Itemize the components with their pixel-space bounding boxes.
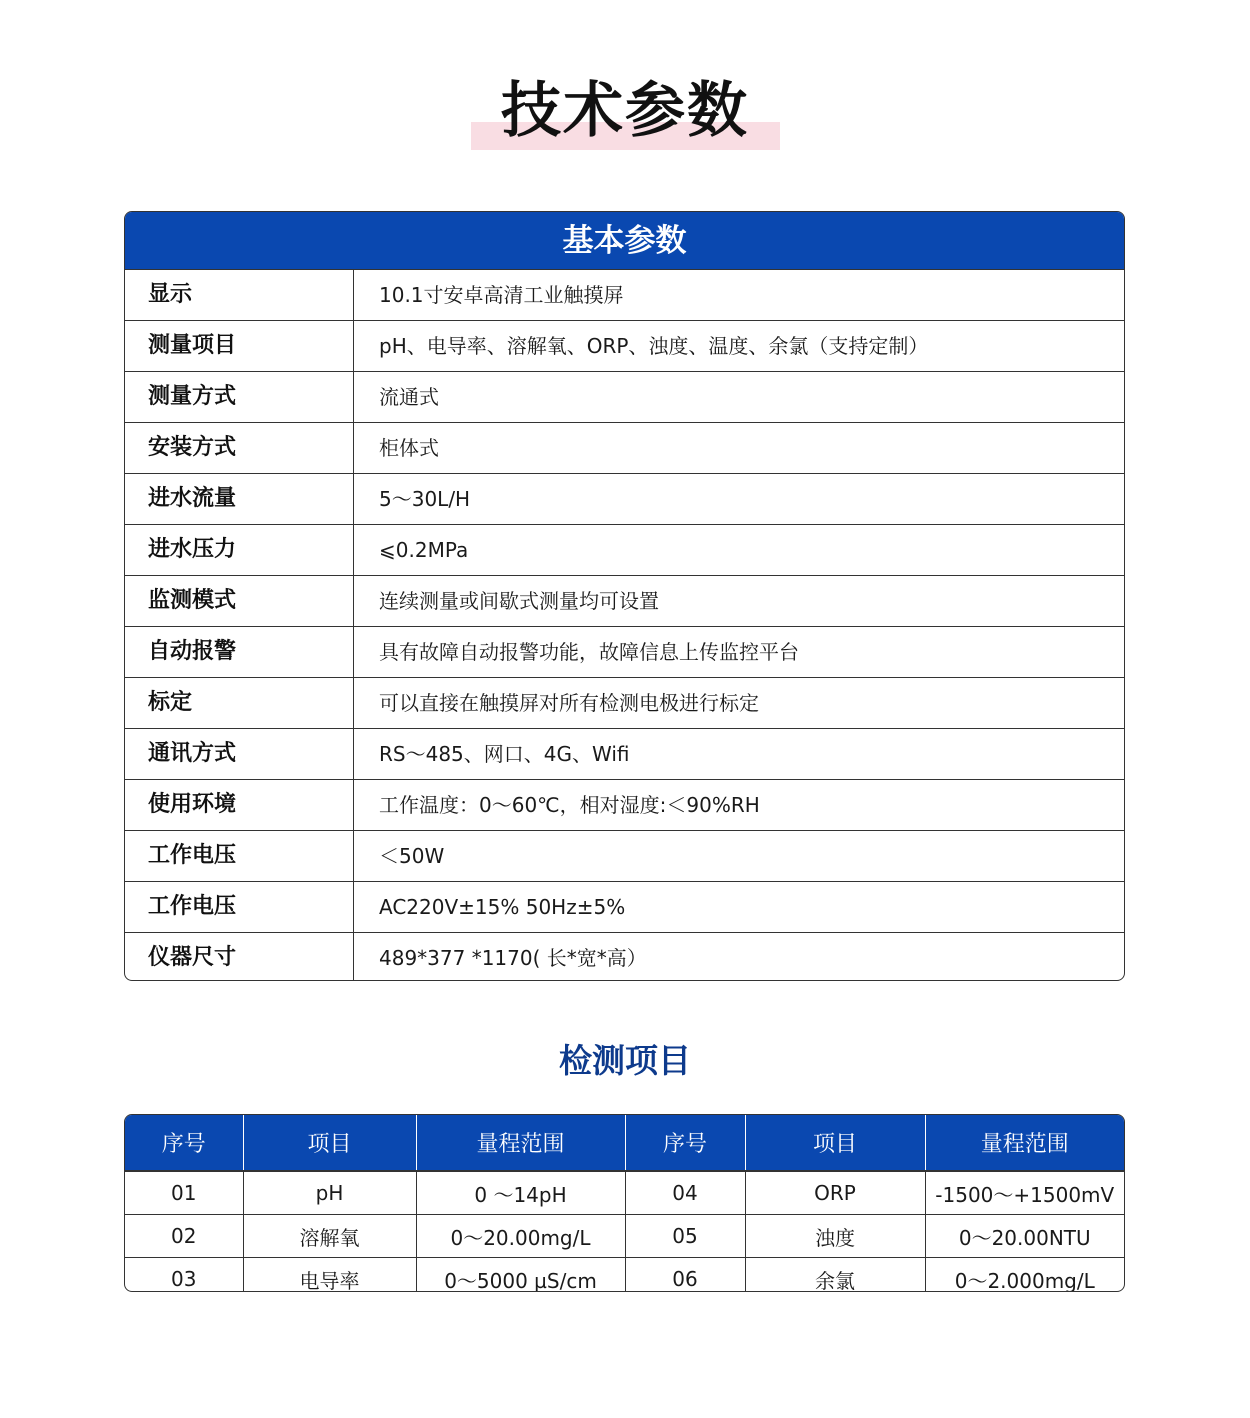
table-row: [125, 831, 1124, 882]
column-header: 量程范围: [416, 1115, 625, 1171]
row-label: 工作电压: [125, 831, 354, 881]
row-value: 5～30L/H: [379, 487, 471, 511]
table-cell: 浊度: [745, 1215, 925, 1258]
table-row: [125, 882, 1124, 933]
table-row: [125, 576, 1124, 627]
row-value: 工作温度：0～60℃，相对湿度:＜90%RH: [379, 793, 760, 817]
row-value: 连续测量或间歇式测量均可设置: [379, 589, 659, 613]
row-value: 489*377 *1170( 长*宽*高）: [379, 946, 647, 970]
table-cell: 03: [125, 1258, 243, 1293]
basic-params-header: 基本参数: [125, 212, 1124, 270]
row-label: 进水流量: [125, 474, 354, 524]
row-value: pH、电导率、溶解氧、ORP、浊度、温度、余氯（支持定制）: [379, 334, 929, 358]
column-header: 序号: [125, 1115, 243, 1171]
row-label: 安装方式: [125, 423, 354, 473]
table-row: [125, 321, 1124, 372]
table-cell: 02: [125, 1215, 243, 1258]
row-label: 测量方式: [125, 372, 354, 422]
table-row: [125, 1215, 1124, 1258]
column-header: 项目: [745, 1115, 925, 1171]
table-cell: 01: [125, 1171, 243, 1215]
row-label: 标定: [125, 678, 354, 728]
table-row: [125, 372, 1124, 423]
basic-params-table: [124, 211, 1125, 981]
table-row: [125, 270, 1124, 321]
table-cell: 余氯: [745, 1258, 925, 1293]
row-value: ＜50W: [379, 844, 445, 868]
table-cell: pH: [243, 1171, 416, 1215]
table-row: [125, 525, 1124, 576]
table-row: [125, 729, 1124, 780]
table-row: [125, 1258, 1124, 1293]
row-label: 监测模式: [125, 576, 354, 626]
detection-items-table: [124, 1114, 1125, 1292]
column-header: 量程范围: [925, 1115, 1124, 1171]
page-title-block: [0, 70, 1250, 160]
table-cell: 溶解氧: [243, 1215, 416, 1258]
row-value: 具有故障自动报警功能，故障信息上传监控平台: [379, 640, 799, 664]
row-value: 流通式: [379, 385, 439, 409]
table-cell: 06: [625, 1258, 745, 1293]
row-value: 柜体式: [379, 436, 439, 460]
table-row: [125, 933, 1124, 981]
row-label: 仪器尺寸: [125, 933, 354, 981]
row-value: AC220V±15% 50Hz±5%: [379, 895, 626, 919]
table-cell: 0～20.00NTU: [925, 1215, 1124, 1258]
row-label: 显示: [125, 270, 354, 320]
table-cell: 0～2.000mg/L: [954, 1268, 1095, 1292]
table-cell: -1500～+1500mV: [925, 1171, 1124, 1215]
row-label: 自动报警: [125, 627, 354, 677]
table-header-row: [125, 1115, 1124, 1171]
table-row: [125, 678, 1124, 729]
table-row: [125, 627, 1124, 678]
row-label: 工作电压: [125, 882, 354, 932]
row-value: 10.1寸安卓高清工业触摸屏: [379, 283, 624, 307]
column-header: 序号: [625, 1115, 745, 1171]
table-cell: ORP: [745, 1171, 925, 1215]
page-title: 技术参数: [501, 76, 749, 146]
table-row: [125, 423, 1124, 474]
table-cell: 0 ～14pH: [416, 1171, 625, 1215]
row-value: ⩽0.2MPa: [379, 538, 469, 562]
row-label: 进水压力: [125, 525, 354, 575]
row-label: 测量项目: [125, 321, 354, 371]
row-value: 可以直接在触摸屏对所有检测电极进行标定: [379, 691, 759, 715]
row-label: 使用环境: [125, 780, 354, 830]
column-header: 项目: [243, 1115, 416, 1171]
table-cell: 电导率: [243, 1258, 416, 1293]
row-label: 通讯方式: [125, 729, 354, 779]
table-cell: 05: [625, 1215, 745, 1258]
table-cell: 0～20.00mg/L: [416, 1215, 625, 1258]
table-row: [125, 780, 1124, 831]
table-cell: 04: [625, 1171, 745, 1215]
table-cell: 0～5000 µS/cm: [416, 1258, 625, 1293]
detection-items-title: 检测项目: [559, 1041, 691, 1080]
row-value: RS～485、网口、4G、Wifi: [379, 742, 630, 766]
table-row: [125, 474, 1124, 525]
table-row: [125, 1171, 1124, 1215]
